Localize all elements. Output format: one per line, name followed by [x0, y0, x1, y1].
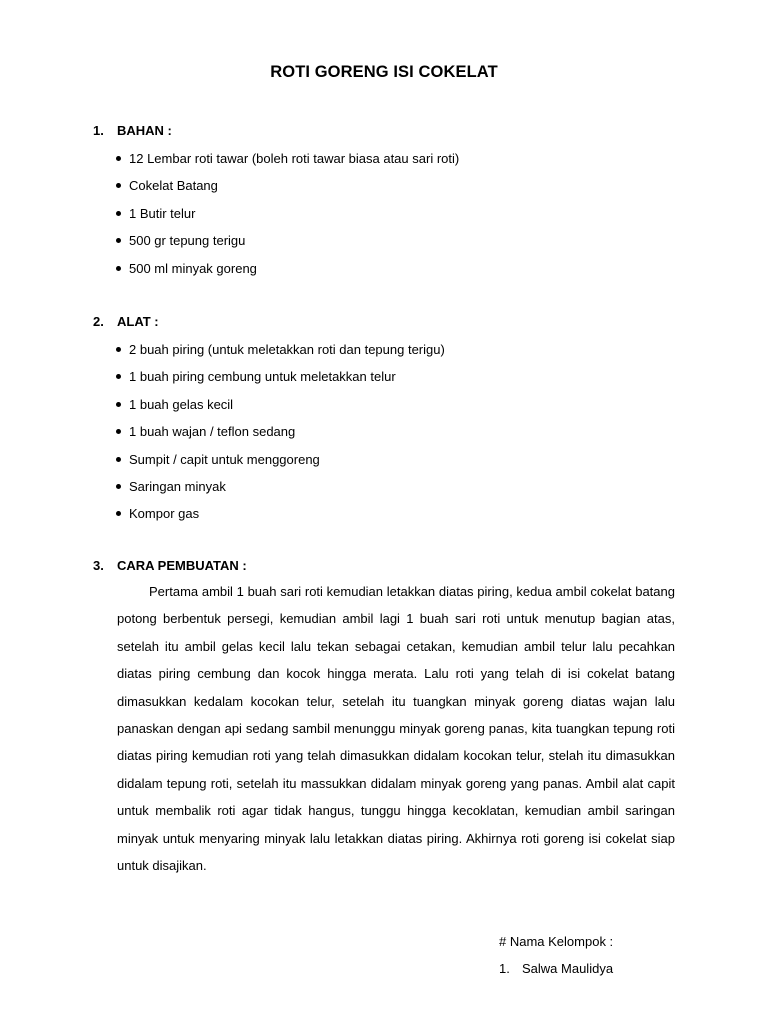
list-item: 1 buah wajan / teflon sedang	[93, 418, 683, 445]
list-item: Saringan minyak	[93, 473, 683, 500]
section-heading	[93, 121, 683, 141]
list-item: 12 Lembar roti tawar (boleh roti tawar biasa atau sari roti)	[93, 145, 683, 172]
group-label: # Nama Kelompok :	[499, 934, 614, 949]
section-title: BAHAN :	[117, 123, 172, 138]
bullet-icon	[116, 211, 121, 216]
section-title: CARA PEMBUATAN :	[117, 558, 247, 573]
bullet-icon	[116, 347, 121, 352]
list-item: 1 buah piring cembung untuk meletakkan telur	[93, 363, 683, 390]
bullet-icon	[116, 374, 121, 379]
section-number: 2.	[93, 314, 104, 329]
list-item: Cokelat Batang	[93, 172, 683, 199]
bullet-icon	[116, 266, 121, 271]
list-item: 500 gr tepung terigu	[93, 227, 683, 254]
section-heading	[93, 556, 683, 576]
bullet-icon	[116, 457, 121, 462]
list-item: 1 Butir telur	[93, 200, 683, 227]
section-bahan	[93, 121, 683, 282]
bullet-icon	[116, 402, 121, 407]
group-members	[499, 928, 613, 982]
member-name: Salwa Maulidya	[522, 961, 614, 976]
bullet-icon	[116, 511, 121, 516]
list-item: Kompor gas	[93, 500, 683, 527]
tool-list	[93, 336, 683, 528]
section-title: ALAT :	[117, 314, 159, 329]
section-number: 3.	[93, 558, 104, 573]
ingredient-list	[93, 145, 683, 282]
bullet-icon	[116, 156, 121, 161]
section-cara-pembuatan	[93, 556, 683, 879]
section-heading	[93, 312, 683, 332]
member-number: 1.	[499, 961, 510, 976]
document-title: ROTI GORENG ISI COKELAT	[270, 63, 498, 81]
list-item	[499, 955, 613, 982]
bullet-icon	[116, 484, 121, 489]
bullet-icon	[116, 429, 121, 434]
list-item: 2 buah piring (untuk meletakkan roti dan tepung terigu)	[93, 336, 683, 363]
bullet-icon	[116, 238, 121, 243]
bullet-icon	[116, 183, 121, 188]
section-alat	[93, 312, 683, 528]
list-item: 1 buah gelas kecil	[93, 391, 683, 418]
list-item: 500 ml minyak goreng	[93, 255, 683, 282]
instructions-paragraph: Pertama ambil 1 buah sari roti kemudian letakkan diatas piring, kedua ambil cokelat batang potong berbentuk persegi, kemudian ambil lagi 1 buah sari roti untuk menutup bagian atas, setelah itu ambil gelas kecil lalu tekan sebagai cetakan, kemudian ambil telur lalu pecahkan diatas piring cembung dan kocok hingga merata. Lalu roti yang telah di isi cokelat batang dimasukkan kedalam kocokan telur, setelah itu tuangkan minyak goreng diatas wajan lalu panaskan dengan api sedang sambil menunggu minyak goreng panas, kita tuangkan tepung roti diatas piring kemudian roti yang telah dimasukkan didalam kocokan telur, stelah itu dimasukkan didalam tepung roti, setelah itu massukkan didalam minyak goreng yang panas. Ambil alat capit untuk membalik roti agar tidak hangus, tunggu hingga kecoklatan, kemudian ambil saringan minyak untuk menyaring minyak lalu letakkan diatas piring. Akhirnya roti goreng isi cokelat siap untuk disajikan.	[117, 584, 675, 874]
list-item: Sumpit / capit untuk menggoreng	[93, 446, 683, 473]
section-number: 1.	[93, 123, 104, 138]
